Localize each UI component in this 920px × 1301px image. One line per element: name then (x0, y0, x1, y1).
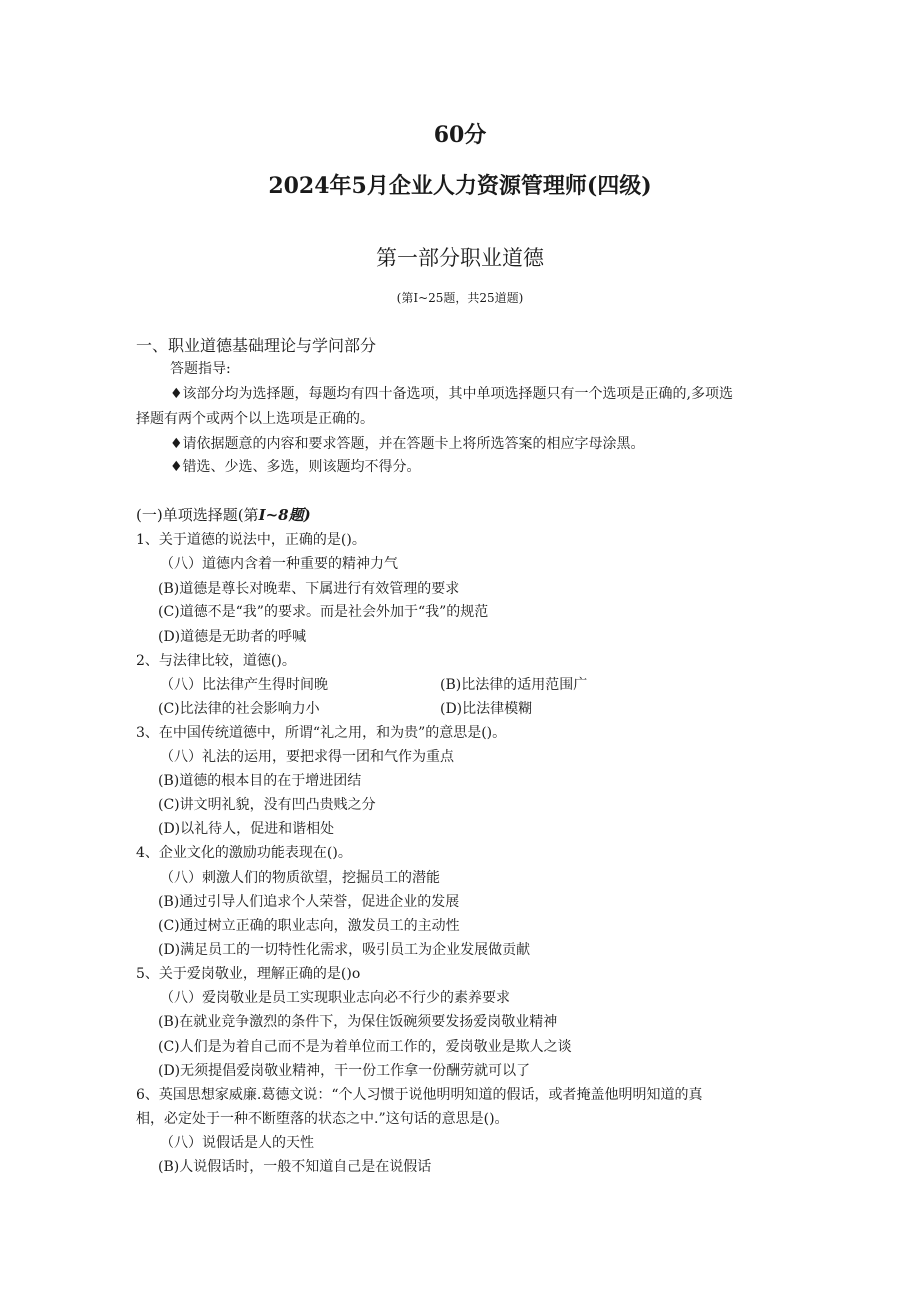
question-2-option-c: (C)比法律的社会影响力小 (158, 701, 320, 717)
part-subtitle: (第I~25题，共25道题) (396, 291, 524, 305)
question-3-option-a: （八）礼法的运用，要把求得一团和气作为重点 (160, 749, 454, 765)
section-title: 一、职业道德基础理论与学问部分 (136, 336, 377, 355)
question-4-option-c: (C)通过树立正确的职业志向，激发员工的主动性 (158, 918, 460, 934)
question-6-stem-line-1: 6、英国思想家威廉.葛德文说：“个人习惯于说他明明知道的假话，或者掩盖他明明知道的真 (136, 1087, 703, 1103)
guide-bullet-2: ♦请依据题意的内容和要求答题，并在答题卡上将所选答案的相应字母涂黑。 (170, 436, 645, 452)
subsection-title-prefix: (一)单项选择题(第 (136, 506, 259, 524)
question-5-option-c: (C)人们是为着自己而不是为着单位而工作的，爱岗敬业是欺人之谈 (158, 1039, 572, 1055)
question-4-option-b: (B)通过引导人们追求个人荣誉，促进企业的发展 (158, 894, 460, 910)
question-1-stem: 1、关于道德的说法中，正确的是()。 (136, 532, 366, 548)
question-2-option-d: (D)比法律模糊 (440, 701, 533, 717)
question-5-stem: 5、关于爱岗敬业，理解正确的是()o (136, 966, 361, 982)
exam-title: 2024年5月企业人力资源管理师(四级) (268, 173, 652, 199)
question-3-stem: 3、在中国传统道德中，所谓“礼之用，和为贵”的意思是()。 (136, 725, 507, 741)
question-2-stem: 2、与法律比较，道德()。 (136, 653, 296, 669)
question-2-option-b: (B)比法律的适用范围广 (440, 677, 588, 693)
question-6-option-b: (B)人说假话时，一般不知道自己是在说假话 (158, 1159, 432, 1175)
question-3-option-b: (B)道德的根本目的在于增进团结 (158, 773, 362, 789)
score-heading: 60分 (433, 122, 487, 148)
question-6-stem-line-2: 相，必定处于一种不断堕落的状态之中.”这句话的意思是()。 (136, 1111, 509, 1127)
question-5-option-a: （八）爱岗敬业是员工实现职业志向必不行少的素养要求 (160, 990, 510, 1006)
question-5-option-b: (B)在就业竞争激烈的条件下，为保住饭碗须要发扬爱岗敬业精神 (158, 1014, 558, 1030)
question-1-option-a: （八）道德内含着一种重要的精神力气 (160, 556, 398, 572)
question-2-option-a: （八）比法律产生得时间晚 (160, 677, 328, 693)
guide-bullet-3: ♦错选、少选、多选，则该题均不得分。 (170, 459, 421, 475)
guide-bullet-1-line-1: ♦该部分均为选择题，每题均有四十备选项，其中单项选择题只有一个选项是正确的,多项选 (170, 386, 733, 402)
question-1-option-c: (C)道德不是“我”的要求。而是社会外加于“我”的规范 (158, 604, 489, 620)
question-4-stem: 4、企业文化的激励功能表现在()。 (136, 845, 352, 861)
question-1-option-b: (B)道德是尊长对晚辈、下属进行有效管理的要求 (158, 581, 460, 597)
question-6-option-a: （八）说假话是人的天性 (160, 1135, 314, 1151)
question-4-option-d: (D)满足员工的一切特性化需求，吸引员工为企业发展做贡献 (158, 942, 531, 958)
question-1-option-d: (D)道德是无助者的呼喊 (158, 629, 307, 645)
question-3-option-c: (C)讲文明礼貌，没有凹凸贵贱之分 (158, 797, 376, 813)
guide-label: 答题指导: (170, 361, 231, 377)
question-5-option-d: (D)无须提倡爱岗敬业精神，干一份工作拿一份酬劳就可以了 (158, 1063, 531, 1079)
part-title: 第一部分职业道德 (376, 246, 544, 270)
subsection-title (136, 508, 311, 523)
guide-bullet-1-line-2: 择题有两个或两个以上选项是正确的。 (136, 411, 374, 427)
question-4-option-a: （八）刺激人们的物质欲望，挖掘员工的潜能 (160, 870, 440, 886)
question-3-option-d: (D)以礼待人，促进和谐相处 (158, 821, 335, 837)
subsection-title-range: I~8题) (258, 506, 311, 524)
